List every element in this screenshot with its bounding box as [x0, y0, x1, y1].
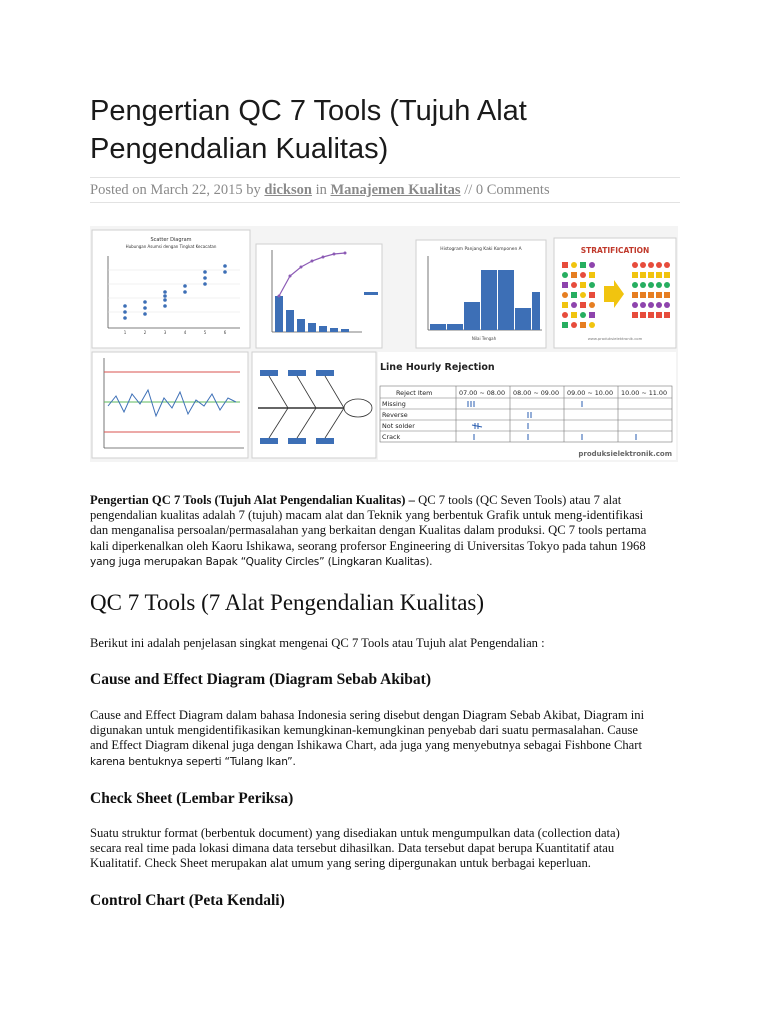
stratification-title: STRATIFICATION [580, 246, 650, 255]
divider [90, 202, 680, 203]
fishbone-diagram-thumbnail [252, 352, 376, 458]
cause-effect-heading: Cause and Effect Diagram (Diagram Sebab Akibat) [90, 671, 431, 688]
divider [90, 177, 680, 178]
scatter-diagram-thumbnail [92, 230, 250, 348]
svg-text:3: 3 [163, 330, 167, 335]
check-sheet-header: 08.00 ~ 09.00 [513, 389, 560, 397]
intro-line: QC 7 tools (QC Seven Tools) atau 7 alat [418, 493, 622, 507]
histogram-thumbnail [416, 240, 546, 348]
in-text: in [315, 182, 327, 198]
collage-watermark: produksielektronik.com [578, 450, 672, 458]
paragraph-line: Cause and Effect Diagram dalam bahasa Indonesia sering disebut dengan Diagram Sebab Akibat, Diagram ini [90, 708, 645, 722]
paragraph-line: karena bentuknya seperti “Tulang Ikan”. [90, 755, 296, 768]
stratification-thumbnail [554, 238, 676, 348]
check-sheet-thumbnail [378, 352, 676, 460]
intro-line: kali diperkenalkan oleh Kaoru Ishikawa, seorang profersor Engineering di Universitas Tokyo pada tahun 1968 [90, 538, 646, 553]
intro-bold-lead: Pengertian QC 7 Tools (Tujuh Alat Pengendalian Kualitas) – [90, 493, 415, 507]
histogram-title: Histogram Panjang Kaki Komponen A [440, 247, 522, 252]
control-chart-thumbnail [92, 352, 248, 458]
svg-text:1: 1 [123, 330, 127, 335]
svg-text:6: 6 [223, 330, 227, 335]
section-heading: QC 7 Tools (7 Alat Pengendalian Kualitas) [90, 590, 485, 615]
histogram-xlabel: Nilai Tengah [471, 336, 497, 341]
check-sheet-heading: Check Sheet (Lembar Periksa) [90, 790, 294, 807]
scatter-subtitle: Hubungan Asumsi dengan Tingkat Kecacatan [125, 244, 217, 249]
comments-link[interactable]: // 0 Comments [464, 182, 550, 198]
check-sheet-paragraph [90, 826, 690, 872]
author-link[interactable]: dickson [264, 182, 312, 198]
qc-tools-collage-image [90, 226, 678, 462]
cause-effect-paragraph [90, 708, 690, 770]
check-sheet-header: 07.00 ~ 08.00 [459, 389, 506, 397]
intro-line: yang juga merupakan Bapak “Quality Circles” (Lingkaran Kualitas). [90, 555, 433, 568]
check-sheet-header: 10.00 ~ 11.00 [621, 389, 668, 397]
intro-line: dan menganalisa persoalan/permasalahan yang berkaitan dengan Kualitas dalam produksi. QC 7 tools pertama [90, 523, 647, 538]
pareto-chart-thumbnail [256, 244, 382, 348]
paragraph-line: Kualitatif. Check Sheet merupakan alat umum yang sering dipergunakan untuk berbagai keperluan. [90, 856, 591, 871]
paragraph-line: and Effect Diagram dikenal juga dengan Ishikawa Chart, ada juga yang menyebutnya sebagai Fishbone Chart [90, 738, 642, 753]
check-sheet-row-label: Crack [382, 433, 401, 441]
page-title: Pengertian QC 7 Tools (Tujuh Alat Pengendalian Kualitas) [90, 95, 527, 165]
check-sheet-row-label: Reverse [382, 411, 408, 419]
check-sheet-row-label: Missing [382, 400, 406, 408]
category-link[interactable]: Manajemen Kualitas [330, 182, 461, 198]
svg-text:2: 2 [143, 330, 147, 335]
paragraph-line: secara real time pada lokasi dimana data tersebut dihasilkan. Data tersebut dapat berupa Kuantitatif atau [90, 841, 615, 856]
check-sheet-title: Line Hourly Rejection [380, 362, 495, 373]
intro-paragraph [90, 493, 690, 570]
paragraph-line: Suatu struktur format (berbentuk document) yang disediakan untuk mengumpulkan data (collection data) [90, 826, 620, 840]
check-sheet-header: 09.00 ~ 10.00 [567, 389, 614, 397]
check-sheet-header: Reject Item [396, 389, 433, 397]
section-lead-paragraph: Berikut ini adalah penjelasan singkat mengenai QC 7 Tools atau Tujuh alat Pengendalian : [90, 636, 545, 650]
check-sheet-row-label: Not solder [382, 422, 415, 430]
posted-on-text: Posted on March 22, 2015 by [90, 182, 261, 198]
scatter-title: Scatter Diagram [150, 237, 192, 243]
intro-line: pengendalian kualitas adalah 7 (tujuh) macam alat dan Teknik yang berbentuk Grafik untuk meng-identifikasi [90, 508, 644, 523]
control-chart-heading: Control Chart (Peta Kendali) [90, 892, 285, 909]
post-meta [90, 182, 550, 199]
svg-text:4: 4 [183, 330, 187, 335]
paragraph-line: digunakan untuk mengidentifikasikan kemungkinan-kemungkinan penyebab dari suatu permasalahan. Cause [90, 723, 639, 738]
svg-text:5: 5 [203, 330, 207, 335]
stratification-watermark: www.produksielektronik.com [587, 336, 643, 341]
